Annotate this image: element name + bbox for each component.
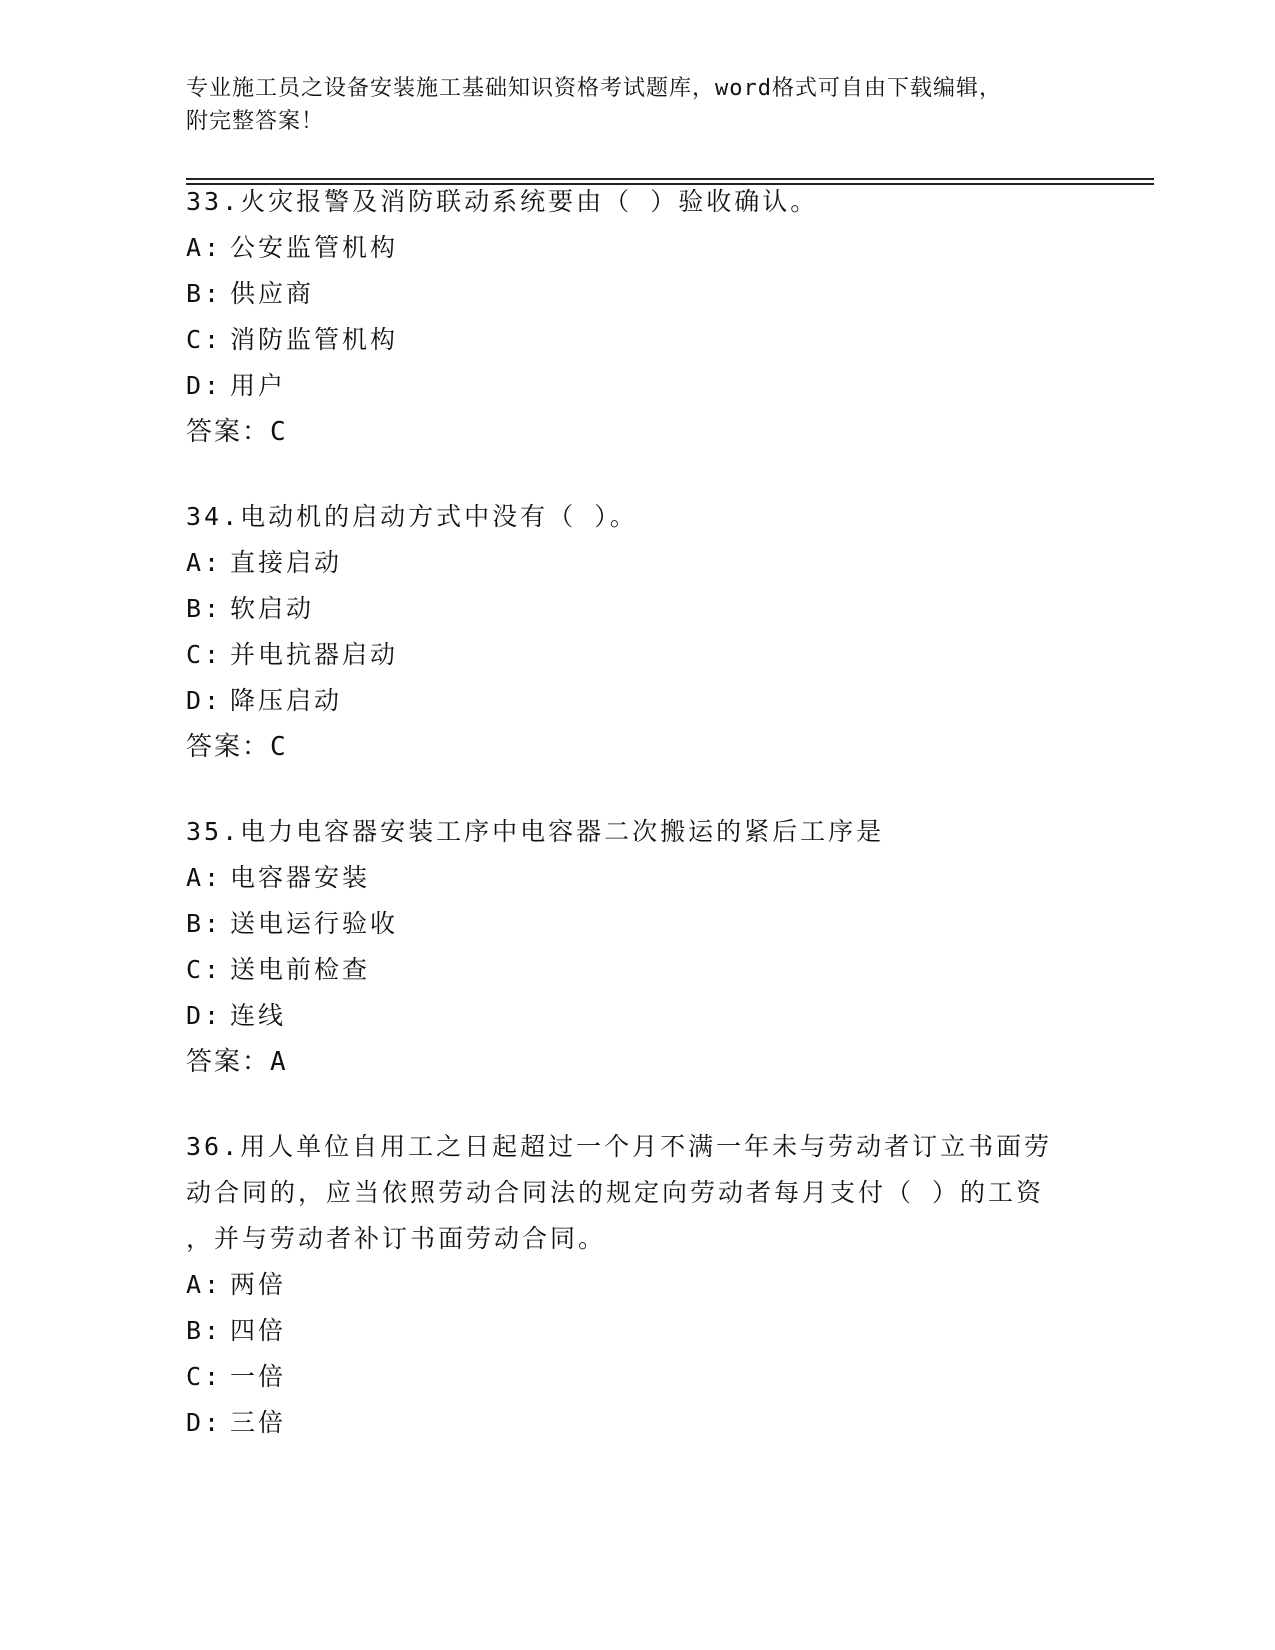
option-text: 电容器安装	[230, 863, 371, 892]
answer-line	[186, 724, 1086, 770]
option-text: 公安监管机构	[230, 233, 399, 262]
option-text: 送电前检查	[230, 955, 371, 984]
stem-line	[186, 809, 1086, 855]
option-text: 直接启动	[230, 548, 343, 577]
question-text: 用人单位自用工之日起超过一个月不满一年未与劳动者订立书面劳	[240, 1132, 1053, 1161]
question-stem	[186, 809, 1086, 855]
option-c	[186, 317, 1086, 363]
option-b	[186, 586, 1086, 632]
answer-value: C	[270, 732, 288, 762]
option-text: 两倍	[230, 1270, 287, 1299]
header-line-2: 附完整答案！	[186, 109, 325, 134]
option-letter: D:	[186, 1408, 223, 1437]
question-33	[186, 179, 1086, 455]
header-line-1: 专业施工员之设备安装施工基础知识资格考试题库，word格式可自由下载编辑，	[186, 76, 1002, 101]
question-35	[186, 809, 1086, 1085]
option-d	[186, 993, 1086, 1039]
answer-value: A	[270, 1047, 288, 1077]
option-c	[186, 632, 1086, 678]
option-b	[186, 901, 1086, 947]
option-b	[186, 271, 1086, 317]
option-text: 消防监管机构	[230, 325, 399, 354]
question-text: 火灾报警及消防联动系统要由（ ）验收确认。	[240, 187, 819, 216]
stem-line	[186, 179, 1086, 225]
option-letter: D:	[186, 371, 223, 400]
option-letter: C:	[186, 1362, 223, 1391]
question-stem	[186, 494, 1086, 540]
question-number: 36.	[186, 1132, 241, 1161]
question-stem	[186, 1124, 1086, 1262]
option-a	[186, 855, 1086, 901]
question-number: 33.	[186, 187, 241, 216]
answer-value: C	[270, 417, 288, 447]
answer-line	[186, 1039, 1086, 1085]
option-text: 一倍	[230, 1362, 287, 1391]
stem-line: 动合同的，应当依照劳动合同法的规定向劳动者每月支付（ ）的工资	[186, 1178, 1045, 1207]
question-stem	[186, 179, 1086, 225]
option-a	[186, 540, 1086, 586]
option-text: 供应商	[230, 279, 315, 308]
stem-line	[186, 1124, 1086, 1170]
question-text: 电力电容器安装工序中电容器二次搬运的紧后工序是	[240, 817, 885, 846]
question-34	[186, 494, 1086, 770]
option-letter: A:	[186, 233, 223, 262]
option-text: 连线	[230, 1001, 287, 1030]
document-header	[186, 72, 1086, 138]
option-letter: B:	[186, 594, 223, 623]
option-d	[186, 363, 1086, 409]
option-letter: A:	[186, 548, 223, 577]
answer-label: 答案：	[186, 417, 271, 447]
option-d	[186, 1400, 1086, 1446]
option-letter: B:	[186, 279, 223, 308]
option-letter: C:	[186, 955, 223, 984]
option-text: 四倍	[230, 1316, 287, 1345]
option-letter: C:	[186, 640, 223, 669]
option-d	[186, 678, 1086, 724]
question-text: 电动机的启动方式中没有（ ）。	[240, 502, 638, 531]
option-a	[186, 1262, 1086, 1308]
option-text: 三倍	[230, 1408, 287, 1437]
option-b	[186, 1308, 1086, 1354]
option-letter: B:	[186, 909, 223, 938]
option-c	[186, 1354, 1086, 1400]
option-text: 软启动	[230, 594, 315, 623]
answer-label: 答案：	[186, 732, 271, 762]
answer-label: 答案：	[186, 1047, 271, 1077]
question-number: 35.	[186, 817, 241, 846]
stem-line: ，并与劳动者补订书面劳动合同。	[186, 1224, 607, 1253]
option-letter: D:	[186, 686, 223, 715]
answer-line	[186, 409, 1086, 455]
option-text: 并电抗器启动	[230, 640, 399, 669]
option-text: 用户	[230, 371, 287, 400]
stem-line	[186, 494, 1086, 540]
option-letter: A:	[186, 863, 223, 892]
option-a	[186, 225, 1086, 271]
option-text: 降压启动	[230, 686, 343, 715]
option-letter: B:	[186, 1316, 223, 1345]
option-letter: A:	[186, 1270, 223, 1299]
option-c	[186, 947, 1086, 993]
option-letter: D:	[186, 1001, 223, 1030]
question-number: 34.	[186, 502, 241, 531]
question-36	[186, 1124, 1086, 1446]
option-text: 送电运行验收	[230, 909, 399, 938]
option-letter: C:	[186, 325, 223, 354]
